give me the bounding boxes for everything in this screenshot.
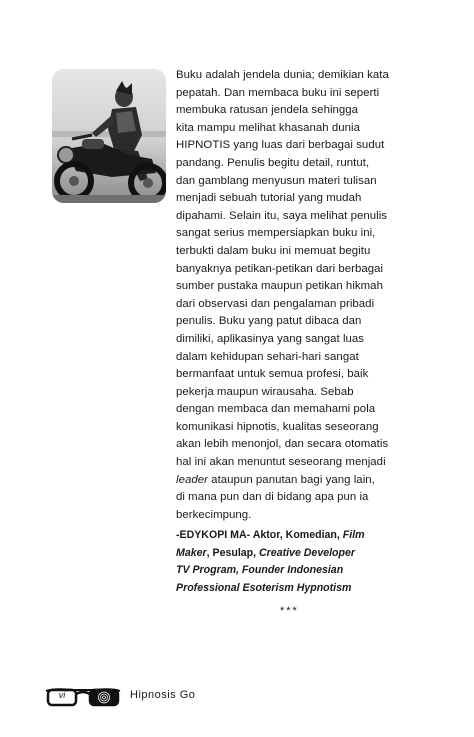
body-line: bermanfaat untuk semua profesi, baik: [176, 368, 369, 381]
body-line: HIPNOTIS yang luas dari berbagai sudut: [176, 139, 385, 152]
body-line: dan gamblang menyusun materi tulisan: [176, 174, 377, 187]
credit-name: -EDYKOPI MA-: [176, 529, 251, 541]
body-line: dari observasi dan pengalaman pribadi: [176, 297, 375, 310]
body-line: berkecimpung.: [176, 508, 252, 521]
body-line: pandang. Penulis begitu detail, runtut,: [176, 156, 370, 169]
section-separator: ***: [280, 605, 299, 617]
body-line: komunikasi hipnotis, kualitas seseorang: [176, 420, 379, 433]
body-line: pekerja maupun wirausaha. Sebab: [176, 385, 354, 398]
body-line: pepatah. Dan membaca buku ini seperti: [176, 86, 380, 99]
body-line: sangat serius mempersiapkan buku ini,: [176, 227, 376, 240]
running-footer-title: Hipnosis Go: [130, 689, 196, 701]
credit-roles: , Pesulap,: [206, 546, 260, 559]
motorcycle-portrait-photo: [52, 69, 166, 203]
body-line: penulis. Buku yang patut dibaca dan: [176, 315, 362, 328]
body-line: dipahami. Selain itu, saya melihat penulis: [176, 209, 388, 222]
credit-line: [176, 527, 446, 545]
credit-italic: Creative Developer: [259, 546, 356, 559]
body-line: sumber pustaka maupun petikan hikmah: [176, 280, 383, 293]
page-number: vi: [58, 690, 66, 700]
credit-italic: Maker: [176, 546, 207, 559]
body-line-rest: ataupun panutan bagi yang lain,: [207, 473, 375, 486]
body-line: hal ini akan menuntut seseorang menjadi: [176, 456, 386, 469]
body-line: banyaknya petikan-petikan dari berbagai: [176, 262, 384, 275]
body-line: [176, 472, 438, 490]
body-line: akan lebih menonjol, dan secara otomatis: [176, 438, 389, 451]
body-line: membuka ratusan jendela sehingga: [176, 104, 359, 117]
body-line: dengan membaca dan memahami pola: [176, 403, 376, 416]
credit-line: Professional Esoterism Hypnotism: [176, 581, 352, 594]
author-photo: [52, 69, 166, 203]
credit-line: [176, 545, 446, 563]
credit-roles: Aktor, Komedian,: [250, 529, 343, 541]
body-line: kita mampu melihat khasanah dunia: [176, 121, 361, 134]
body-italic-word: leader: [176, 473, 208, 486]
body-line: dimiliki, aplikasinya yang sangat luas: [176, 332, 365, 345]
body-line: di mana pun dan di bidang apa pun ia: [176, 491, 369, 504]
body-line: Buku adalah jendela dunia; demikian kata: [176, 69, 389, 81]
body-line: terbukti dalam buku ini memuat begitu: [176, 244, 371, 257]
credit-line: TV Program, Founder Indonesian: [176, 564, 344, 577]
testimonial-credit: [176, 527, 446, 597]
body-line: menjadi sebuah tutorial yang mudah: [176, 192, 362, 205]
testimonial-text: [176, 67, 438, 524]
body-line: dalam kehidupan sehari-hari sangat: [176, 350, 359, 363]
credit-italic: Film: [342, 529, 365, 541]
